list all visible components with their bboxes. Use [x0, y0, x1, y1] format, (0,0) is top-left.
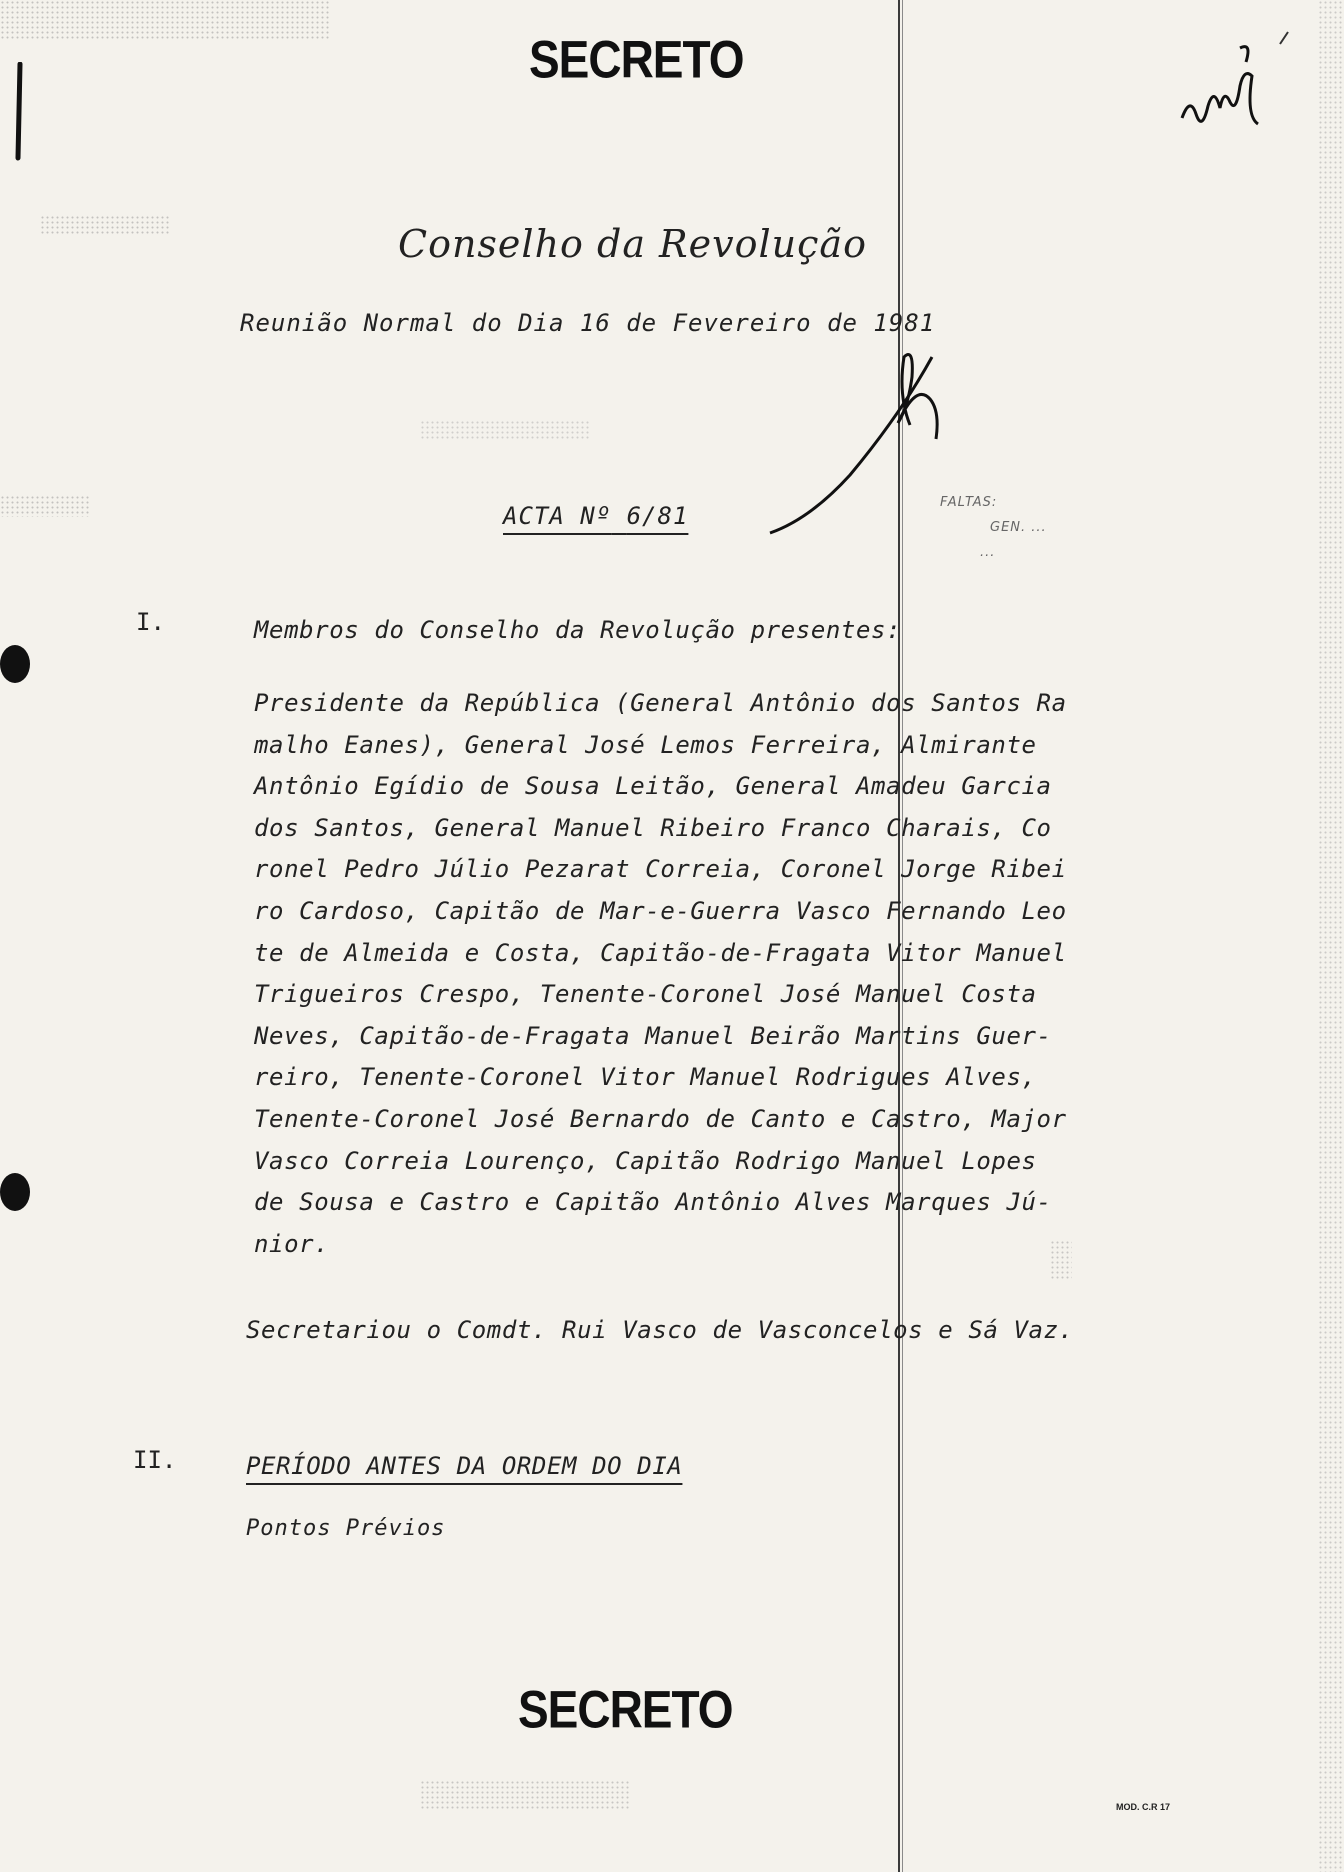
scan-noise — [0, 0, 330, 40]
text-line: Vasco Correia Lourenço, Capitão Rodrigo Manuel Lopes — [254, 1146, 1037, 1175]
punch-hole — [0, 645, 30, 683]
section-2-subheading: Pontos Prévios — [246, 1516, 446, 1541]
section-1-heading: Membros do Conselho da Revolução presentes: — [254, 616, 902, 644]
text-line: malho Eanes), General José Lemos Ferreira, Almirante — [254, 730, 1037, 759]
council-title: Conselho da Revolução — [398, 222, 867, 266]
acta-number: ACTA Nº 6/81 — [503, 502, 689, 530]
section-1-number: I. — [136, 608, 165, 636]
form-code: MOD. C.R 17 — [1116, 1802, 1171, 1812]
secretary-line: Secretariou o Comdt. Rui Vasco de Vasconcelos e Sá Vaz. — [246, 1316, 1074, 1344]
scan-noise — [40, 215, 170, 235]
initials-signature — [1168, 14, 1318, 168]
classification-stamp-top: SECRETO — [529, 29, 744, 89]
text-line: ronel Pedro Júlio Pezarat Correia, Coronel Jorge Ribei — [254, 855, 1067, 884]
classification-stamp-bottom: SECRETO — [518, 1679, 733, 1739]
text-line: Neves, Capitão-de-Fragata Manuel Beirão Martins Guer- — [254, 1021, 1052, 1050]
scan-noise — [0, 495, 90, 517]
text-line: reiro, Tenente-Coronel Vitor Manuel Rodrigues Alves, — [254, 1063, 1037, 1092]
text-line: Tenente-Coronel José Bernardo de Canto e Castro, Major — [254, 1104, 1067, 1133]
punch-hole — [0, 1173, 30, 1211]
text-line: Presidente da República (General Antônio dos Santos Ra — [254, 689, 1067, 717]
section-2-number: II. — [133, 1446, 177, 1474]
scan-noise — [420, 1780, 630, 1810]
text-line: te de Almeida e Costa, Capitão-de-Fragata Vitor Manuel — [254, 938, 1067, 967]
text-line: ro Cardoso, Capitão de Mar-e-Guerra Vasco Fernando Leo — [254, 896, 1067, 925]
text-line: Trigueiros Crespo, Tenente-Coronel José Manuel Costa — [254, 980, 1037, 1009]
members-paragraph — [254, 683, 1154, 1265]
section-2-heading: PERÍODO ANTES DA ORDEM DO DIA — [246, 1452, 683, 1480]
scan-noise — [420, 420, 590, 440]
text-line: nior. — [254, 1229, 330, 1258]
text-line: Antônio Egídio de Sousa Leitão, General Amadeu Garcia — [254, 772, 1052, 801]
text-line: dos Santos, General Manuel Ribeiro Franco Charais, Co — [254, 813, 1052, 842]
scan-noise — [1318, 0, 1344, 1872]
margin-mark — [12, 62, 28, 166]
text-line: de Sousa e Castro e Capitão Antônio Alves Marques Jú- — [254, 1188, 1052, 1217]
meeting-subtitle: Reunião Normal do Dia 16 de Fevereiro de 1981 — [240, 309, 936, 337]
margin-note-absences: FALTAS: GEN. ... ... — [940, 495, 1047, 560]
